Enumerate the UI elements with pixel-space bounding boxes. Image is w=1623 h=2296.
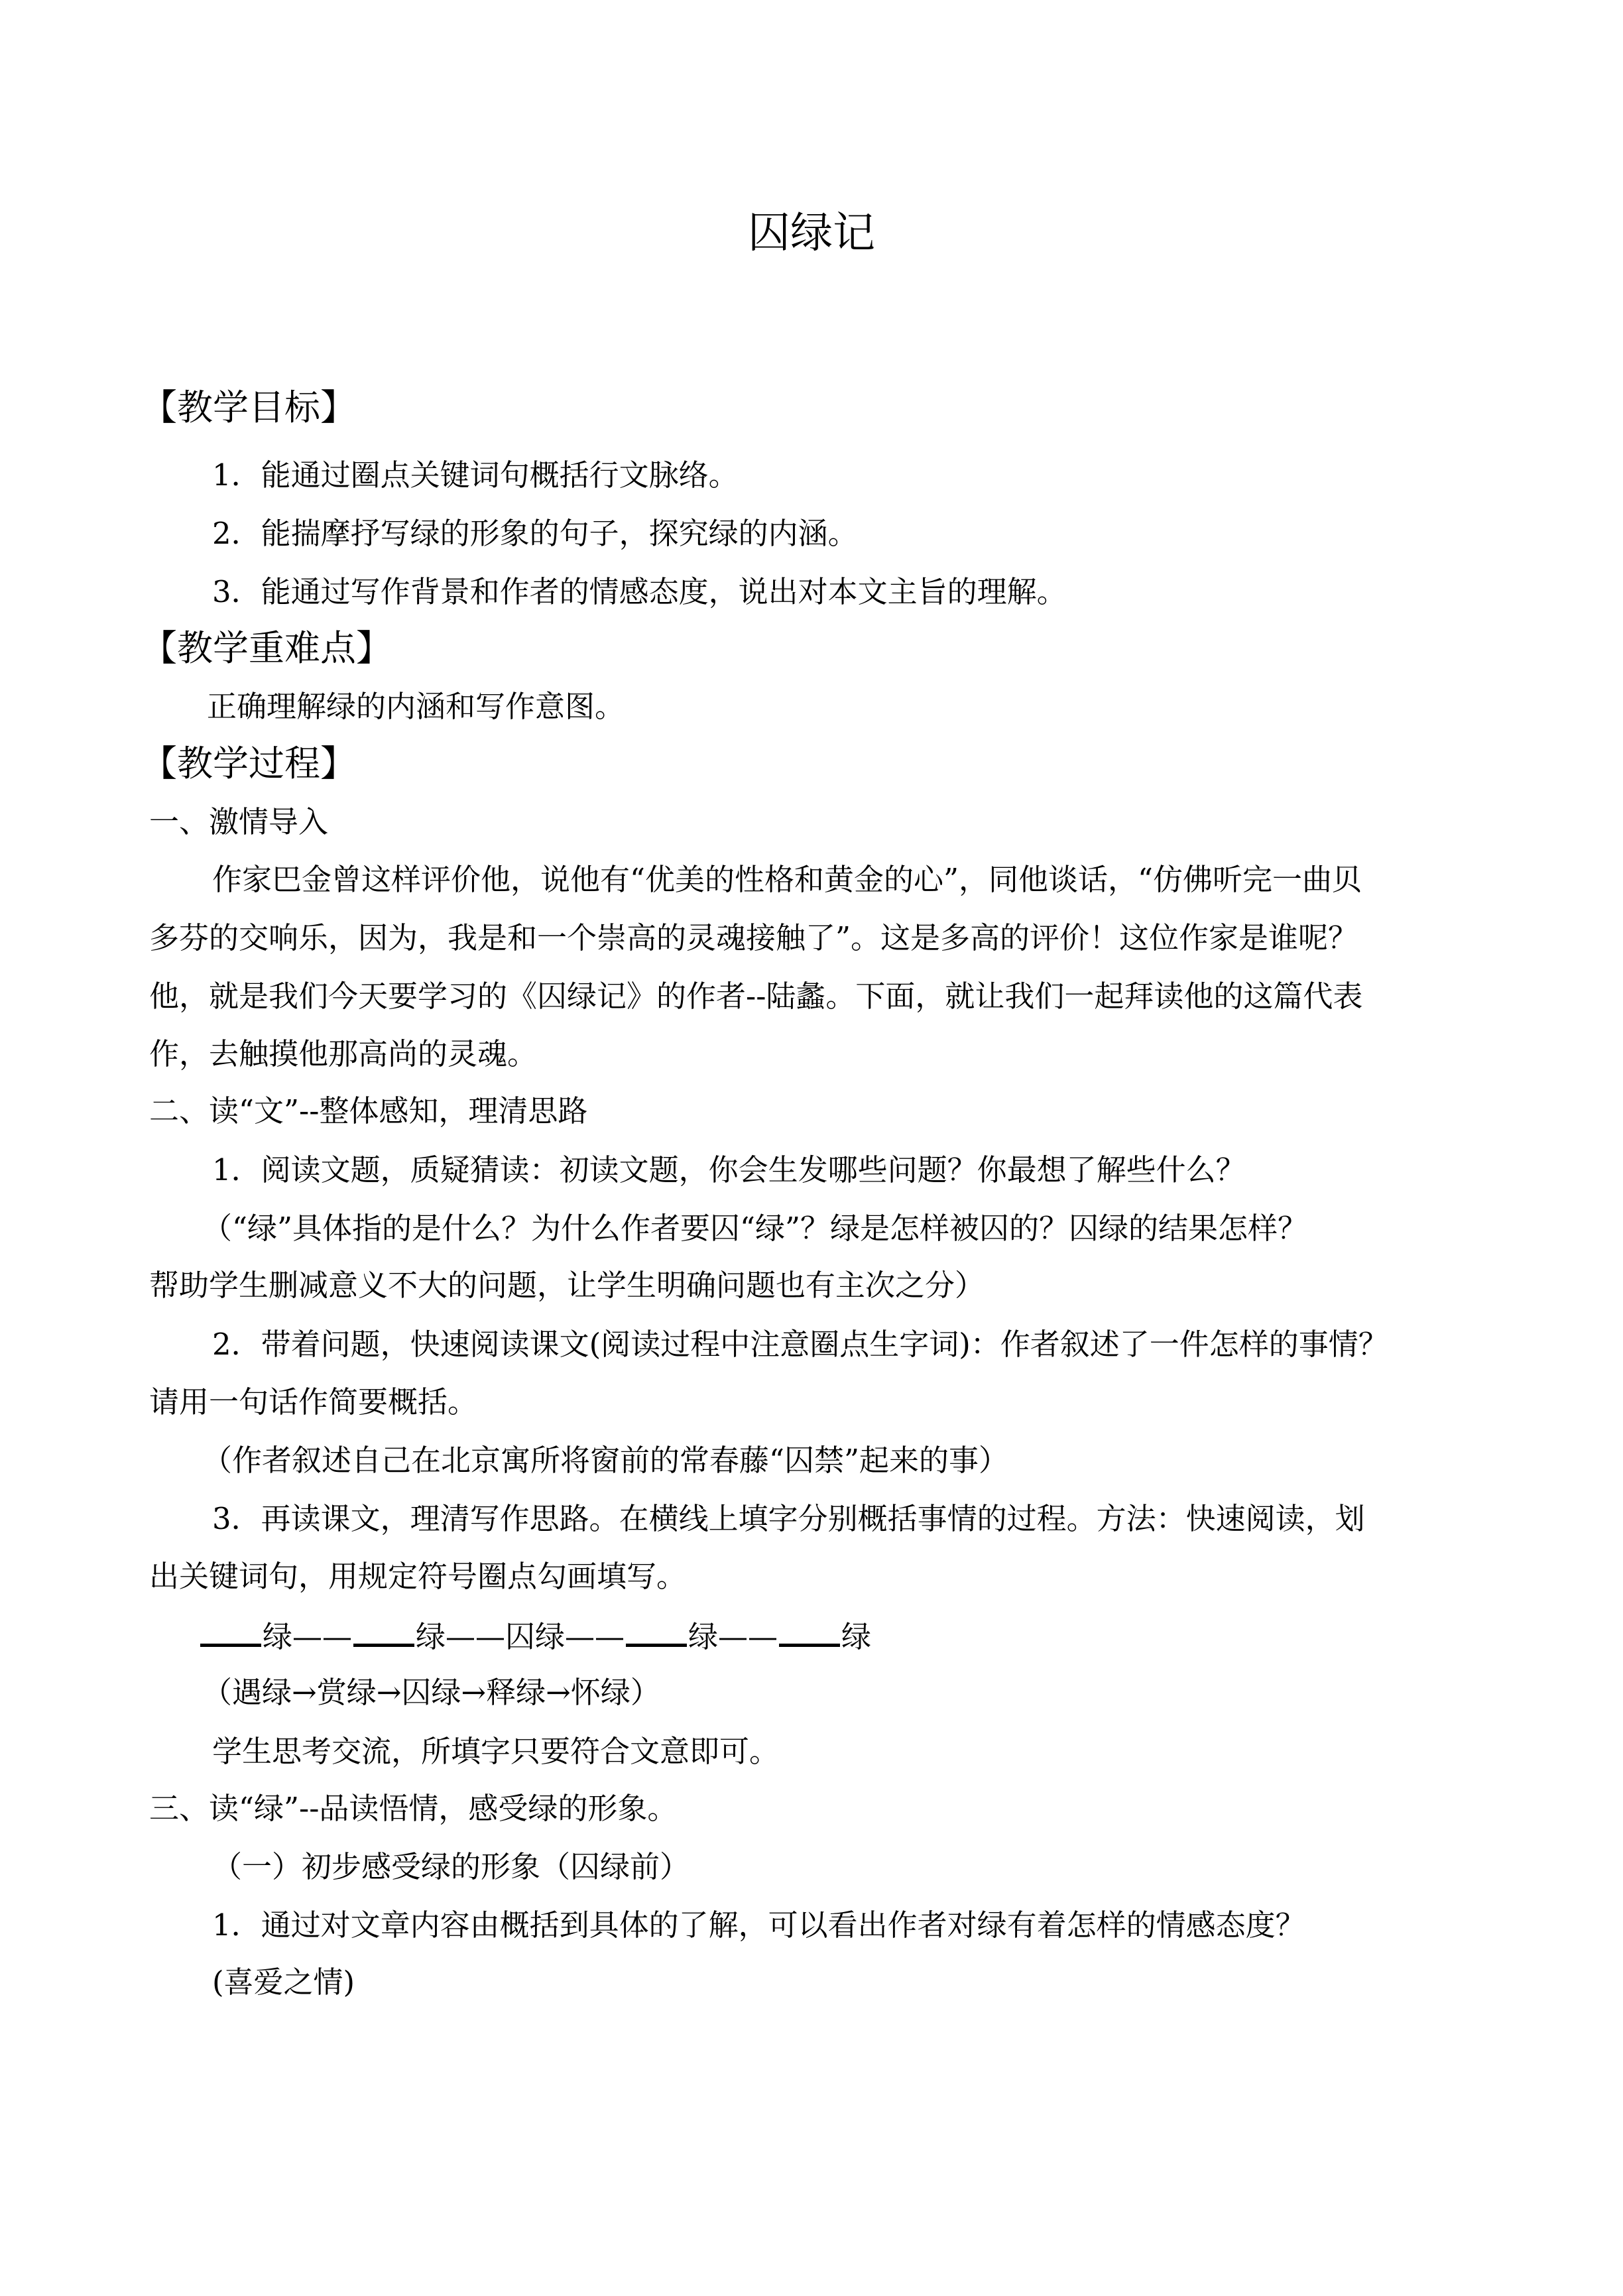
part2-step3-question-line: 3．再读课文，理清写作思路。在横线上填字分别概括事情的过程。方法：快速阅读，划 bbox=[212, 1501, 1365, 1536]
fill-in-segment: 绿—— bbox=[688, 1619, 778, 1654]
part1-paragraph-line: 多芬的交响乐，因为，我是和一个崇高的灵魂接触了”。这是多高的评价！这位作家是谁呢？ bbox=[149, 920, 1358, 955]
section-heading-objectives: 【教学目标】 bbox=[141, 387, 356, 428]
part2-step2-answer: （作者叙述自己在北京寓所将窗前的常春藤“囚禁”起来的事） bbox=[202, 1443, 1009, 1478]
part1-paragraph-line: 他，就是我们今天要学习的《囚绿记》的作者--陆蠡。下面，就让我们一起拜读他的这篇代表 bbox=[149, 979, 1363, 1014]
section-heading-key-points: 【教学重难点】 bbox=[141, 627, 392, 669]
part1-paragraph-line: 作，去触摸他那高尚的灵魂。 bbox=[149, 1036, 538, 1071]
part2-step2-question-line: 请用一句话作简要概括。 bbox=[149, 1384, 478, 1420]
key-points-text: 正确理解绿的内涵和写作意图。 bbox=[207, 689, 625, 724]
part3-heading: 三、读“绿”--品读悟情，感受绿的形象。 bbox=[149, 1791, 678, 1826]
part2-step1-answer-line: 帮助学生删减意义不大的问题，让学生明确问题也有主次之分） bbox=[149, 1268, 985, 1303]
objective-item: 3．能通过写作背景和作者的情感态度，说出对本文主旨的理解。 bbox=[212, 574, 1067, 609]
fill-in-blank[interactable] bbox=[626, 1614, 687, 1647]
part2-step3-answer: （遇绿→赏绿→囚绿→释绿→怀绿） bbox=[202, 1675, 660, 1710]
fill-in-blank[interactable] bbox=[779, 1614, 840, 1647]
part2-step1-answer-line: （“绿”具体指的是什么？为什么作者要囚“绿”？绿是怎样被囚的？囚绿的结果怎样？ bbox=[202, 1211, 1308, 1246]
part2-step3-note: 学生思考交流，所填字只要符合文意即可。 bbox=[212, 1734, 780, 1769]
part1-heading: 一、激情导入 bbox=[149, 804, 329, 839]
part1-paragraph-line: 作家巴金曾这样评价他，说他有“优美的性格和黄金的心”，同他谈话，“仿佛听完一曲贝 bbox=[212, 862, 1362, 897]
part2-step1-question: 1．阅读文题，质疑猜读：初读文题，你会生发哪些问题？你最想了解些什么？ bbox=[212, 1152, 1246, 1187]
part2-heading: 二、读“文”--整体感知，理清思路 bbox=[149, 1093, 588, 1128]
part3-answer: (喜爱之情) bbox=[212, 1964, 355, 2000]
fill-in-blank[interactable] bbox=[200, 1614, 261, 1647]
document-title: 囚绿记 bbox=[748, 209, 875, 258]
fill-in-blank-row bbox=[199, 1614, 871, 1657]
objective-item: 2．能揣摩抒写绿的形象的句子，探究绿的内涵。 bbox=[212, 516, 858, 551]
fill-in-blank[interactable] bbox=[353, 1614, 414, 1647]
fill-in-segment: 绿—— bbox=[263, 1619, 353, 1654]
part3-subsection: （一）初步感受绿的形象（囚绿前） bbox=[212, 1849, 690, 1884]
objective-item: 1．能通过圈点关键词句概括行文脉络。 bbox=[212, 457, 739, 493]
fill-in-segment: 绿 bbox=[841, 1619, 872, 1654]
part2-step2-question-line: 2．带着问题，快速阅读课文(阅读过程中注意圈点生字词)：作者叙述了一件怎样的事情？ bbox=[212, 1327, 1388, 1362]
part2-step3-question-line: 出关键词句，用规定符号圈点勾画填写。 bbox=[149, 1559, 687, 1594]
section-heading-process: 【教学过程】 bbox=[141, 743, 356, 784]
part3-question: 1．通过对文章内容由概括到具体的了解，可以看出作者对绿有着怎样的情感态度？ bbox=[212, 1907, 1305, 1943]
fill-in-segment: 绿——囚绿—— bbox=[416, 1619, 625, 1654]
